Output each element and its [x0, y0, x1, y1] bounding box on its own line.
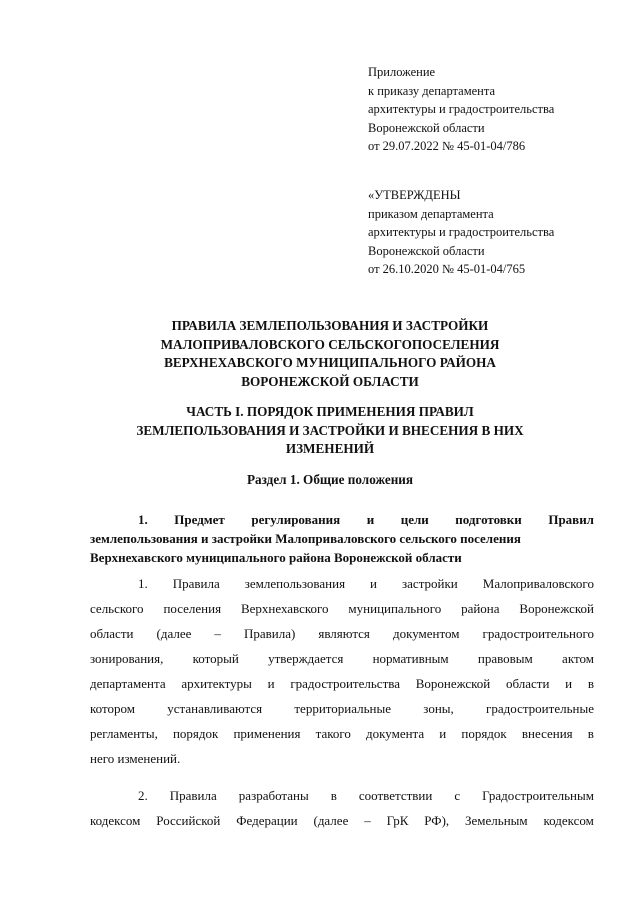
word: актом — [562, 651, 594, 666]
word: Правила) — [243, 626, 296, 641]
word: зоны, — [423, 701, 454, 716]
appendix-line: архитектуры и градостроительства — [368, 102, 555, 117]
word: являются — [318, 626, 370, 641]
approved-block — [368, 186, 618, 279]
word: и — [565, 676, 573, 691]
word: документом — [392, 626, 460, 641]
word: в — [587, 676, 594, 691]
document-title-line: ВОРОНЕЖСКОЙ ОБЛАСТИ — [241, 373, 419, 389]
paragraph-number: 1. — [138, 576, 148, 591]
word: внесения — [521, 726, 573, 741]
article-word: подготовки — [455, 512, 522, 527]
word: с — [454, 788, 461, 803]
word: Верхнехавского — [240, 601, 329, 616]
paragraph-2 — [90, 783, 594, 833]
word: области — [505, 676, 550, 691]
word: регламенты, — [90, 726, 158, 741]
word: поселения — [163, 601, 222, 616]
word: застройки — [402, 576, 458, 591]
approved-line: Воронежской области — [368, 243, 485, 258]
word: муниципального — [348, 601, 442, 616]
word: кодексом — [90, 813, 141, 828]
word: зонирования, — [90, 651, 164, 666]
word: (далее — [156, 626, 192, 641]
document-title — [80, 317, 580, 391]
word: котором — [90, 701, 135, 716]
article-word: Предмет — [174, 512, 225, 527]
section-title-text: Раздел 1. Общие положения — [246, 472, 414, 487]
appendix-line: Приложение — [368, 65, 436, 79]
document-title-line: ВЕРХНЕХАВСКОГО МУНИЦИПАЛЬНОГО РАЙОНА — [164, 355, 496, 371]
paragraph-line — [90, 621, 594, 646]
paragraph-1 — [90, 571, 594, 771]
word: градостроительства — [290, 676, 400, 691]
word: Федерации — [236, 813, 298, 828]
word: и — [267, 676, 275, 691]
word: кодексом — [543, 813, 594, 828]
word: применения — [233, 726, 301, 741]
approved-line: архитектуры и градостроительства — [368, 225, 555, 240]
article-heading — [90, 510, 594, 567]
article-heading-line: Верхнехавского муниципального района Воронежской области — [90, 550, 462, 565]
word: области — [90, 626, 134, 641]
word: который — [192, 651, 239, 666]
word: РФ), — [424, 813, 450, 828]
word: департамента — [90, 676, 166, 691]
paragraph-line — [90, 696, 594, 721]
word: разработаны — [238, 788, 309, 803]
word: сельского — [90, 601, 144, 616]
appendix-line: к приказу департамента — [368, 83, 496, 98]
word: документа — [366, 726, 425, 741]
word: – — [364, 813, 371, 828]
word: порядок — [172, 726, 219, 741]
appendix-block — [368, 63, 618, 156]
approved-line: от 26.10.2020 № 45-01-04/765 — [368, 262, 526, 277]
word: – — [214, 626, 221, 641]
paragraph-line — [90, 571, 594, 596]
word: утверждается — [268, 651, 344, 666]
word: нормативным — [372, 651, 449, 666]
word: ГрК — [386, 813, 409, 828]
paragraph-line — [90, 808, 594, 833]
word: Земельным — [465, 813, 528, 828]
paragraph-number: 2. — [138, 788, 148, 803]
article-heading-line — [90, 510, 594, 529]
document-title-line: МАЛОПРИВАЛОВСКОГО СЕЛЬСКОГОПОСЕЛЕНИЯ — [160, 336, 500, 352]
word: территориальные — [294, 701, 392, 716]
approved-line: «УТВЕРЖДЕНЫ — [368, 188, 461, 202]
article-word: регулирования — [251, 512, 341, 527]
word: Малоприваловского — [482, 576, 594, 591]
word: (далее — [313, 813, 349, 828]
appendix-line: от 29.07.2022 № 45-01-04/786 — [368, 139, 526, 154]
word: порядок — [461, 726, 507, 741]
paragraph-line: него изменений. — [90, 751, 181, 766]
paragraph-line — [90, 721, 594, 746]
word: в — [330, 788, 337, 803]
part-title-line: ИЗМЕНЕНИЙ — [285, 441, 375, 457]
word: района — [461, 601, 500, 616]
word: Правила — [172, 576, 220, 591]
word: устанавливаются — [167, 701, 263, 716]
article-word: и — [366, 512, 375, 527]
article-word: Правил — [548, 512, 594, 527]
word: в — [587, 726, 594, 741]
paragraph-line — [90, 671, 594, 696]
word: и — [439, 726, 447, 741]
word: архитектуры — [181, 676, 252, 691]
part-title-line: ЗЕМЛЕПОЛЬЗОВАНИЯ И ЗАСТРОЙКИ И ВНЕСЕНИЯ В НИХ — [136, 422, 524, 438]
paragraph-line — [90, 596, 594, 621]
article-word: 1. — [138, 512, 148, 527]
word: соответствии — [358, 788, 433, 803]
document-title-line: ПРАВИЛА ЗЕМЛЕПОЛЬЗОВАНИЯ И ЗАСТРОЙКИ — [171, 318, 489, 333]
word: Градостроительным — [482, 788, 594, 803]
paragraph-line — [90, 646, 594, 671]
word: и — [370, 576, 378, 591]
article-heading-line: землепользования и застройки Малоприваловского сельского поселения — [90, 531, 521, 546]
word: градостроительного — [482, 626, 594, 641]
part-title-line: ЧАСТЬ I. ПОРЯДОК ПРИМЕНЕНИЯ ПРАВИЛ — [186, 404, 474, 419]
section-title — [80, 471, 580, 490]
paragraph-line — [90, 783, 594, 808]
word: такого — [315, 726, 351, 741]
word: правовым — [477, 651, 533, 666]
word: Воронежской — [519, 601, 594, 616]
article-word: цели — [400, 512, 429, 527]
word: градостроительные — [486, 701, 594, 716]
word: Российской — [156, 813, 221, 828]
approved-line: приказом департамента — [368, 206, 494, 221]
word: землепользования — [244, 576, 346, 591]
word: Воронежской — [415, 676, 491, 691]
word: Правила — [169, 788, 217, 803]
appendix-line: Воронежской области — [368, 120, 485, 135]
part-title — [80, 403, 580, 459]
